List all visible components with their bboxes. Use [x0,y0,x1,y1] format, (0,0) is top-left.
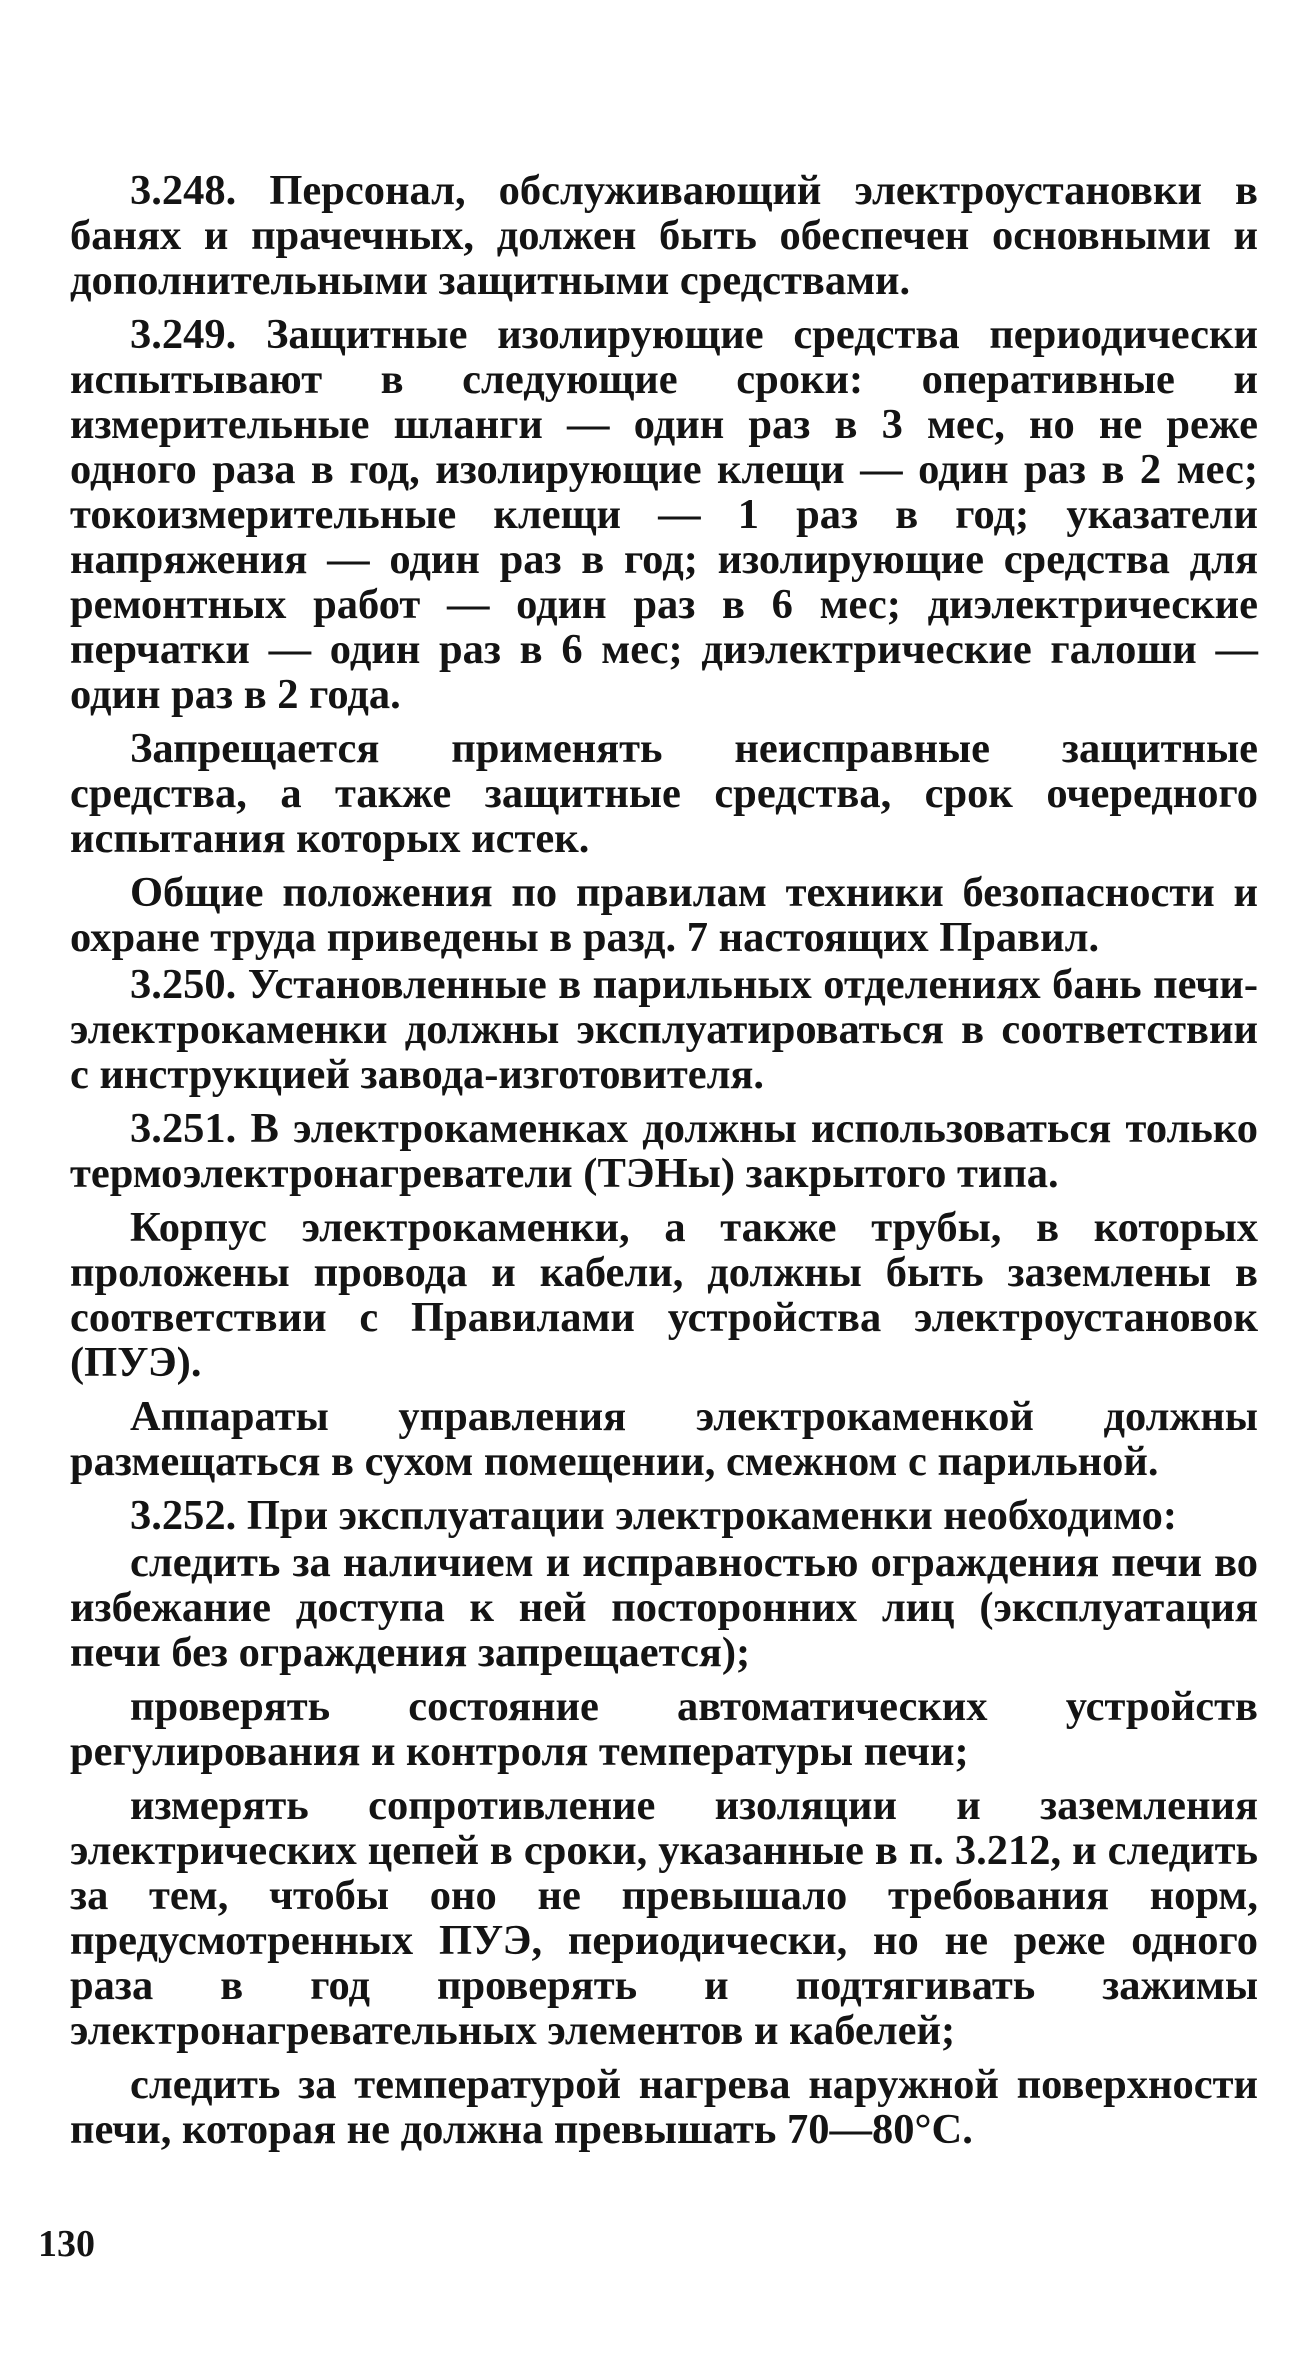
paragraph-automatic-devices [70,1684,1258,1774]
paragraph-text: Установленные в парильных отделениях бань печи-электрокаменки должны эксплуатироваться в соответствии с инструкцией завода-изготовителя. [70,961,1259,1098]
clause-number: 3.252. [130,1492,237,1539]
paragraph-text: При эксплуатации электрокаменки необходимо: [246,1492,1177,1539]
paragraph-control-devices [70,1394,1258,1484]
paragraph-prohibition [70,726,1258,861]
paragraph-text: следить за наличием и исправностью ограждения печи во избежание доступа к ней посторонних лиц (эксплуатация печи без ограждения запрещается); [70,1539,1258,1676]
document-page [70,168,1258,2161]
page-number: 130 [38,2223,95,2265]
paragraph-temperature [70,2062,1258,2152]
paragraph-text: Защитные изолирующие средства периодически испытывают в следующие сроки: оперативные и измерительные шланги — один раз в 3 мес, но не реже одного раза в год, изолирующие клещи — один раз в 2 мес; токоизмерительные клещи — 1 раз в год; указатели напряжения — один раз в год; изолирующие средства для ремонтных работ — один раз в 6 мес; диэлектрические перчатки — один раз в 6 мес; диэлектрические галоши — один раз в 2 года. [70,311,1258,718]
paragraph-text: Общие положения по правилам техники безопасности и охране труда приведены в разд. 7 настоящих Правил. [70,869,1258,961]
paragraph-3-250 [70,962,1258,1097]
paragraph-insulation [70,1783,1258,2053]
clause-number: 3.248. [130,167,237,214]
paragraph-fence [70,1540,1258,1675]
clause-number: 3.251. [130,1105,237,1152]
paragraph-3-249 [70,312,1258,717]
paragraph-text: В электрокаменках должны использоваться только термоэлектронагреватели (ТЭНы) закрытого типа. [70,1105,1259,1197]
paragraph-text: измерять сопротивление изоляции и заземления электрических цепей в сроки, указанные в п. 3.212, и следить за тем, чтобы оно не превышало требования норм, предусмотренных ПУЭ, периодически, но не реже одного раза в год проверять и подтягивать зажимы электронагревательных элементов и кабелей; [70,1782,1258,2054]
paragraph-text: следить за температурой нагрева наружной поверхности печи, которая не должна превышать 70—80°С. [70,2061,1258,2153]
paragraph-general-provisions [70,870,1258,960]
paragraph-3-248 [70,168,1258,303]
paragraph-text: Персонал, обслуживающий электроустановки в банях и прачечных, должен быть обеспечен основными и дополнительными защитными средствами. [70,167,1259,304]
paragraph-text: Аппараты управления электрокаменкой должны размещаться в сухом помещении, смежном с парильной. [70,1393,1258,1485]
paragraph-3-251 [70,1106,1258,1196]
paragraph-grounding [70,1205,1258,1385]
paragraph-text: проверять состояние автоматических устройств регулирования и контроля температуры печи; [70,1683,1258,1775]
paragraph-3-252 [70,1493,1258,1538]
paragraph-text: Корпус электрокаменки, а также трубы, в которых проложены провода и кабели, должны быть заземлены в соответствии с Правилами устройства электроустановок (ПУЭ). [70,1204,1258,1386]
clause-number: 3.249. [130,311,237,358]
paragraph-text: Запрещается применять неисправные защитные средства, а также защитные средства, срок очередного испытания которых истек. [70,725,1258,862]
clause-number: 3.250. [130,961,237,1008]
